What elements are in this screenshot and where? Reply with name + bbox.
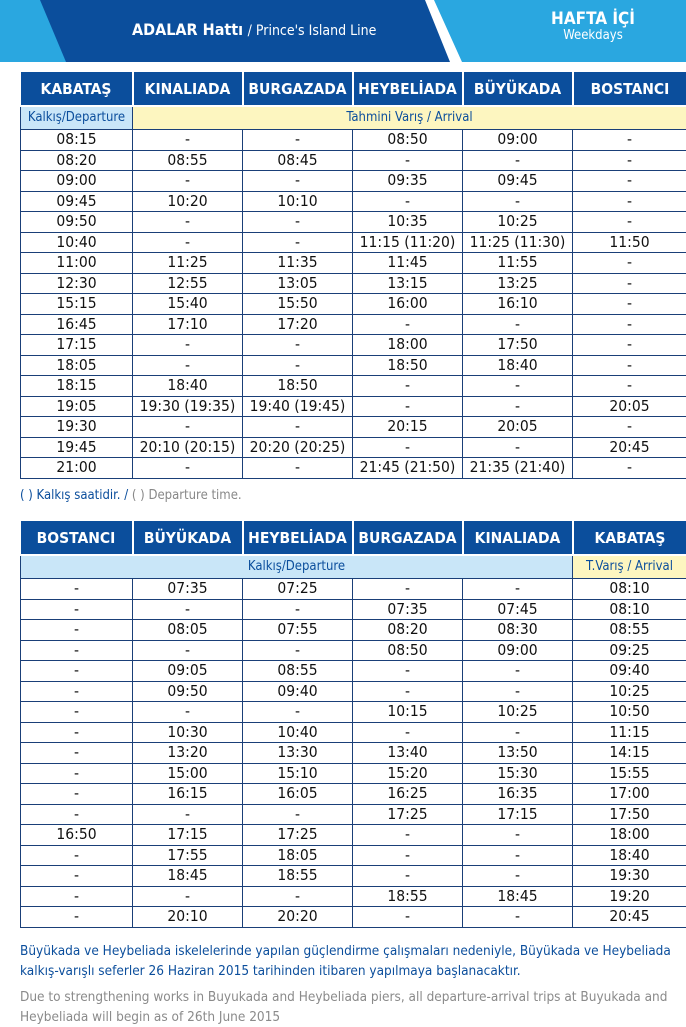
time-cell: 11:15 xyxy=(573,722,686,743)
note-en: ( ) Departure time. xyxy=(132,488,242,503)
day-type-en: Weekdays xyxy=(500,29,686,43)
time-cell: 10:20 xyxy=(133,191,243,212)
time-cell: - xyxy=(353,314,463,335)
time-cell: - xyxy=(243,599,353,620)
time-cell: 10:40 xyxy=(243,722,353,743)
time-cell: 18:50 xyxy=(353,355,463,376)
time-cell: 19:40 (19:45) xyxy=(243,396,353,417)
time-cell: 17:10 xyxy=(133,314,243,335)
time-cell: 19:20 xyxy=(573,886,686,907)
time-cell: 18:00 xyxy=(353,335,463,356)
time-cell: - xyxy=(243,212,353,233)
time-cell: 11:35 xyxy=(243,253,353,274)
time-cell: 17:00 xyxy=(573,784,686,805)
time-cell: 11:55 xyxy=(463,253,573,274)
time-cell: - xyxy=(21,599,133,620)
time-cell: 11:25 xyxy=(133,253,243,274)
table-row xyxy=(21,376,686,397)
table-row xyxy=(21,396,686,417)
time-cell: 15:30 xyxy=(463,763,573,784)
time-cell: 10:10 xyxy=(243,191,353,212)
time-cell: - xyxy=(463,150,573,171)
subheader-departure: Kalkış/Departure xyxy=(21,106,133,130)
time-cell: - xyxy=(243,335,353,356)
time-cell: - xyxy=(573,253,686,274)
col-header: BÜYÜKADA xyxy=(463,72,573,106)
time-cell: 13:25 xyxy=(463,273,573,294)
time-cell: 07:35 xyxy=(353,599,463,620)
time-cell: 18:40 xyxy=(573,845,686,866)
time-cell: 08:55 xyxy=(243,661,353,682)
time-cell: - xyxy=(353,825,463,846)
table-row xyxy=(21,763,686,784)
table-row xyxy=(21,232,686,253)
table-row xyxy=(21,743,686,764)
time-cell: - xyxy=(243,886,353,907)
time-cell: - xyxy=(133,640,243,661)
time-cell: 20:10 (20:15) xyxy=(133,437,243,458)
time-cell: - xyxy=(21,640,133,661)
time-cell: 17:20 xyxy=(243,314,353,335)
time-cell: 16:00 xyxy=(353,294,463,315)
table-row xyxy=(21,804,686,825)
time-cell: - xyxy=(573,130,686,151)
time-cell: 07:55 xyxy=(243,620,353,641)
time-cell: - xyxy=(573,355,686,376)
table-row xyxy=(21,579,686,600)
time-cell: - xyxy=(573,314,686,335)
time-cell: 17:15 xyxy=(133,825,243,846)
time-cell: - xyxy=(21,620,133,641)
time-cell: 10:40 xyxy=(21,232,133,253)
time-cell: 13:20 xyxy=(133,743,243,764)
time-cell: 15:55 xyxy=(573,763,686,784)
time-cell: 16:25 xyxy=(353,784,463,805)
time-cell: 08:15 xyxy=(21,130,133,151)
time-cell: 09:25 xyxy=(573,640,686,661)
time-cell: 11:15 (11:20) xyxy=(353,232,463,253)
table-row xyxy=(21,150,686,171)
time-cell: 11:25 (11:30) xyxy=(463,232,573,253)
time-cell: 17:50 xyxy=(573,804,686,825)
time-cell: 17:15 xyxy=(463,804,573,825)
time-cell: 10:15 xyxy=(353,702,463,723)
return-subheader-row xyxy=(21,555,686,579)
time-cell: 10:25 xyxy=(573,681,686,702)
time-cell: 08:20 xyxy=(21,150,133,171)
time-cell: 08:10 xyxy=(573,599,686,620)
time-cell: 21:45 (21:50) xyxy=(353,458,463,479)
time-cell: - xyxy=(463,825,573,846)
timetable-outbound xyxy=(20,72,686,479)
time-cell: - xyxy=(243,702,353,723)
day-type-tr: HAFTA İÇİ xyxy=(500,10,686,29)
time-cell: - xyxy=(353,150,463,171)
time-cell: 08:05 xyxy=(133,620,243,641)
time-cell: - xyxy=(133,804,243,825)
time-cell: 09:05 xyxy=(133,661,243,682)
time-cell: - xyxy=(463,579,573,600)
time-cell: 18:45 xyxy=(463,886,573,907)
time-cell: 18:50 xyxy=(243,376,353,397)
time-cell: - xyxy=(353,681,463,702)
time-cell: - xyxy=(21,866,133,887)
time-cell: 16:05 xyxy=(243,784,353,805)
time-cell: - xyxy=(133,599,243,620)
time-cell: 09:45 xyxy=(463,171,573,192)
time-cell: - xyxy=(573,171,686,192)
col-header: HEYBELİADA xyxy=(243,521,353,555)
time-cell: - xyxy=(353,376,463,397)
time-cell: - xyxy=(133,171,243,192)
time-cell: 09:45 xyxy=(21,191,133,212)
time-cell: - xyxy=(133,417,243,438)
time-cell: 11:00 xyxy=(21,253,133,274)
time-cell: 16:35 xyxy=(463,784,573,805)
time-cell: 08:50 xyxy=(353,640,463,661)
time-cell: - xyxy=(573,273,686,294)
table-row xyxy=(21,722,686,743)
time-cell: 17:15 xyxy=(21,335,133,356)
table-row xyxy=(21,130,686,151)
col-header: KABATAŞ xyxy=(573,521,686,555)
time-cell: 07:25 xyxy=(243,579,353,600)
time-cell: - xyxy=(133,130,243,151)
table-row xyxy=(21,907,686,928)
time-cell: - xyxy=(243,458,353,479)
time-cell: - xyxy=(21,804,133,825)
time-cell: 18:15 xyxy=(21,376,133,397)
time-cell: - xyxy=(21,579,133,600)
time-cell: 16:45 xyxy=(21,314,133,335)
time-cell: 08:45 xyxy=(243,150,353,171)
departure-time-note xyxy=(20,488,242,503)
time-cell: - xyxy=(133,702,243,723)
time-cell: - xyxy=(133,458,243,479)
time-cell: 20:05 xyxy=(463,417,573,438)
table-row xyxy=(21,437,686,458)
time-cell: 18:05 xyxy=(243,845,353,866)
outbound-body xyxy=(21,130,686,479)
time-cell: 09:50 xyxy=(133,681,243,702)
time-cell: 13:40 xyxy=(353,743,463,764)
col-header: HEYBELİADA xyxy=(353,72,463,106)
time-cell: - xyxy=(133,886,243,907)
time-cell: 13:05 xyxy=(243,273,353,294)
table-row xyxy=(21,640,686,661)
time-cell: 16:15 xyxy=(133,784,243,805)
time-cell: - xyxy=(21,702,133,723)
time-cell: - xyxy=(463,866,573,887)
time-cell: - xyxy=(463,845,573,866)
time-cell: - xyxy=(133,212,243,233)
time-cell: 08:55 xyxy=(573,620,686,641)
time-cell: - xyxy=(243,232,353,253)
time-cell: 12:30 xyxy=(21,273,133,294)
time-cell: 13:30 xyxy=(243,743,353,764)
table-row xyxy=(21,355,686,376)
time-cell: 10:30 xyxy=(133,722,243,743)
time-cell: - xyxy=(463,437,573,458)
time-cell: 20:15 xyxy=(353,417,463,438)
time-cell: 18:55 xyxy=(353,886,463,907)
time-cell: - xyxy=(21,681,133,702)
table-row xyxy=(21,191,686,212)
table-row xyxy=(21,599,686,620)
table-row xyxy=(21,171,686,192)
time-cell: - xyxy=(573,458,686,479)
line-title xyxy=(132,20,376,39)
col-header: BÜYÜKADA xyxy=(133,521,243,555)
time-cell: 09:35 xyxy=(353,171,463,192)
time-cell: 08:10 xyxy=(573,579,686,600)
table-row xyxy=(21,866,686,887)
table-row xyxy=(21,825,686,846)
table-row xyxy=(21,620,686,641)
time-cell: 21:00 xyxy=(21,458,133,479)
time-cell: 20:20 xyxy=(243,907,353,928)
time-cell: - xyxy=(21,722,133,743)
time-cell: 18:40 xyxy=(133,376,243,397)
time-cell: - xyxy=(21,784,133,805)
time-cell: 17:50 xyxy=(463,335,573,356)
time-cell: - xyxy=(133,232,243,253)
time-cell: 21:35 (21:40) xyxy=(463,458,573,479)
time-cell: - xyxy=(243,417,353,438)
time-cell: - xyxy=(21,661,133,682)
time-cell: 18:00 xyxy=(573,825,686,846)
col-header: KINALIADA xyxy=(133,72,243,106)
time-cell: 08:20 xyxy=(353,620,463,641)
time-cell: 15:20 xyxy=(353,763,463,784)
subheader-arrival: Tahmini Varış / Arrival xyxy=(133,106,686,130)
time-cell: 11:45 xyxy=(353,253,463,274)
time-cell: - xyxy=(573,376,686,397)
time-cell: - xyxy=(353,722,463,743)
col-header: BOSTANCI xyxy=(21,521,133,555)
outbound-subheader-row xyxy=(21,106,686,130)
time-cell: - xyxy=(573,294,686,315)
day-type xyxy=(500,10,686,43)
time-cell: - xyxy=(133,335,243,356)
time-cell: 09:00 xyxy=(463,130,573,151)
time-cell: 18:40 xyxy=(463,355,573,376)
time-cell: 15:15 xyxy=(21,294,133,315)
subheader-arrival: T.Varış / Arrival xyxy=(573,555,686,579)
timetable-return xyxy=(20,521,686,928)
time-cell: - xyxy=(353,866,463,887)
time-cell: 15:00 xyxy=(133,763,243,784)
time-cell: - xyxy=(353,191,463,212)
time-cell: - xyxy=(21,845,133,866)
time-cell: - xyxy=(21,743,133,764)
time-cell: - xyxy=(573,212,686,233)
time-cell: 09:40 xyxy=(573,661,686,682)
time-cell: 10:35 xyxy=(353,212,463,233)
time-cell: - xyxy=(573,150,686,171)
note-tr: ( ) Kalkış saatidir. / xyxy=(20,488,128,503)
time-cell: 10:25 xyxy=(463,702,573,723)
time-cell: - xyxy=(243,804,353,825)
time-cell: 09:00 xyxy=(21,171,133,192)
table-row xyxy=(21,417,686,438)
header-banner xyxy=(0,0,686,62)
time-cell: - xyxy=(573,417,686,438)
table-row xyxy=(21,273,686,294)
time-cell: 11:50 xyxy=(573,232,686,253)
time-cell: - xyxy=(353,437,463,458)
time-cell: 20:45 xyxy=(573,437,686,458)
time-cell: 16:50 xyxy=(21,825,133,846)
time-cell: 07:35 xyxy=(133,579,243,600)
time-cell: - xyxy=(463,191,573,212)
time-cell: - xyxy=(353,661,463,682)
col-header: KINALIADA xyxy=(463,521,573,555)
table-row xyxy=(21,681,686,702)
time-cell: - xyxy=(21,763,133,784)
subheader-departure: Kalkış/Departure xyxy=(21,555,573,579)
time-cell: 18:45 xyxy=(133,866,243,887)
time-cell: - xyxy=(353,907,463,928)
time-cell: 20:20 (20:25) xyxy=(243,437,353,458)
time-cell: 20:45 xyxy=(573,907,686,928)
time-cell: - xyxy=(463,722,573,743)
col-header: KABATAŞ xyxy=(21,72,133,106)
time-cell: 08:50 xyxy=(353,130,463,151)
time-cell: - xyxy=(243,640,353,661)
time-cell: - xyxy=(243,355,353,376)
return-body xyxy=(21,579,686,928)
time-cell: - xyxy=(243,171,353,192)
col-header: BURGAZADA xyxy=(243,72,353,106)
time-cell: 09:00 xyxy=(463,640,573,661)
time-cell: - xyxy=(463,396,573,417)
time-cell: 13:15 xyxy=(353,273,463,294)
time-cell: 13:50 xyxy=(463,743,573,764)
time-cell: - xyxy=(353,579,463,600)
time-cell: - xyxy=(133,355,243,376)
time-cell: 12:55 xyxy=(133,273,243,294)
return-header-row xyxy=(21,521,686,555)
time-cell: 17:25 xyxy=(353,804,463,825)
time-cell: 08:55 xyxy=(133,150,243,171)
table-row xyxy=(21,253,686,274)
table-row xyxy=(21,784,686,805)
col-header: BURGAZADA xyxy=(353,521,463,555)
time-cell: 20:05 xyxy=(573,396,686,417)
footer-note-en: Due to strengthening works in Buyukada and Heybeliada piers, all departure-arrival trips at Buyukada and Heybeliada will begin as of 26th June 2015 xyxy=(20,987,680,1027)
table-row xyxy=(21,294,686,315)
table-row xyxy=(21,661,686,682)
table-row xyxy=(21,335,686,356)
time-cell: - xyxy=(573,335,686,356)
time-cell: - xyxy=(463,376,573,397)
time-cell: 10:50 xyxy=(573,702,686,723)
time-cell: 15:10 xyxy=(243,763,353,784)
time-cell: 17:25 xyxy=(243,825,353,846)
time-cell: - xyxy=(463,314,573,335)
table-row xyxy=(21,845,686,866)
line-name-english: / Prince's Island Line xyxy=(248,23,377,39)
table-row xyxy=(21,886,686,907)
time-cell: - xyxy=(353,845,463,866)
time-cell: - xyxy=(21,886,133,907)
time-cell: 15:40 xyxy=(133,294,243,315)
table-row xyxy=(21,702,686,723)
outbound-header-row xyxy=(21,72,686,106)
time-cell: - xyxy=(573,191,686,212)
time-cell: 20:10 xyxy=(133,907,243,928)
time-cell: - xyxy=(243,130,353,151)
table-row xyxy=(21,458,686,479)
time-cell: 18:55 xyxy=(243,866,353,887)
time-cell: - xyxy=(21,907,133,928)
table-row xyxy=(21,212,686,233)
time-cell: 08:30 xyxy=(463,620,573,641)
time-cell: 09:40 xyxy=(243,681,353,702)
col-header: BOSTANCI xyxy=(573,72,686,106)
time-cell: - xyxy=(353,396,463,417)
time-cell: 10:25 xyxy=(463,212,573,233)
time-cell: - xyxy=(463,661,573,682)
time-cell: 07:45 xyxy=(463,599,573,620)
time-cell: 19:45 xyxy=(21,437,133,458)
footer-note-tr: Büyükada ve Heybeliada iskelelerinde yapılan güçlendirme çalışmaları nedeniyle, Büyükada ve Heybeliada kalkış-varışlı seferler 26 Haziran 2015 tarihinden itibaren yapılmaya başlanacaktır. xyxy=(20,941,680,981)
line-name: ADALAR Hattı xyxy=(132,20,243,39)
time-cell: 15:50 xyxy=(243,294,353,315)
time-cell: 19:30 xyxy=(573,866,686,887)
time-cell: - xyxy=(463,681,573,702)
time-cell: 16:10 xyxy=(463,294,573,315)
time-cell: 09:50 xyxy=(21,212,133,233)
time-cell: 19:30 xyxy=(21,417,133,438)
table-row xyxy=(21,314,686,335)
time-cell: - xyxy=(463,907,573,928)
time-cell: 17:55 xyxy=(133,845,243,866)
time-cell: 19:30 (19:35) xyxy=(133,396,243,417)
time-cell: 14:15 xyxy=(573,743,686,764)
time-cell: 18:05 xyxy=(21,355,133,376)
time-cell: 19:05 xyxy=(21,396,133,417)
